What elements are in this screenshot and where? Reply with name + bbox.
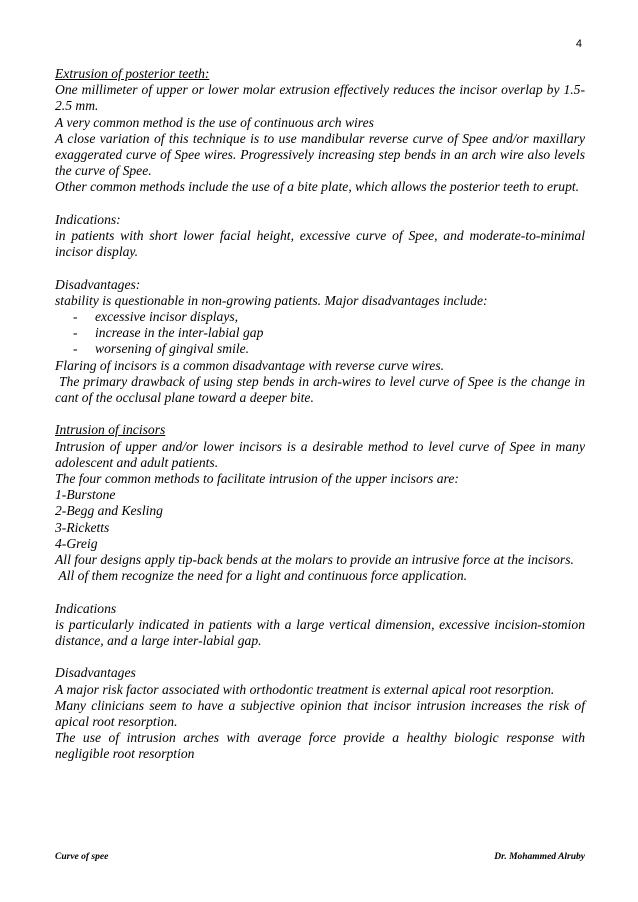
intrusion-section bbox=[55, 422, 585, 584]
intrusion-paragraph-1: Intrusion of upper and/or lower incisors is a desirable method to level curve of Spee in many adolescent and adult patients. bbox=[55, 438, 585, 470]
page-footer bbox=[55, 852, 585, 862]
disadvantages-list bbox=[55, 309, 585, 358]
method-item: 2-Begg and Kesling bbox=[55, 503, 163, 519]
method-item: 4-Greig bbox=[55, 535, 98, 551]
list-item: - excessive incisor displays, bbox=[69, 309, 585, 325]
intrusion-paragraph-2: The four common methods to facilitate intrusion of the upper incisors are: bbox=[55, 471, 459, 487]
list-item: - increase in the inter-labial gap bbox=[69, 325, 585, 341]
intrusion-disadvantages-paragraph-2: Many clinicians seem to have a subjective opinion that incisor intrusion increases the risk of apical root resorption. bbox=[55, 697, 585, 730]
extrusion-disadvantages-heading: Disadvantages: bbox=[55, 276, 141, 292]
extrusion-disadvantages-paragraph-1: Flaring of incisors is a common disadvantage with reverse curve wires. bbox=[55, 357, 445, 373]
intrusion-paragraph-4: All of them recognize the need for a light and continuous force application. bbox=[55, 568, 468, 584]
page-content bbox=[55, 66, 589, 763]
intrusion-disadvantages-paragraph-1: A major risk factor associated with orthodontic treatment is external apical root resorption. bbox=[55, 681, 555, 697]
extrusion-paragraph-2: A very common method is the use of continuous arch wires bbox=[55, 114, 374, 130]
method-item: 1-Burstone bbox=[55, 487, 116, 503]
intrusion-indications-heading: Indications bbox=[55, 600, 117, 616]
intrusion-heading: Intrusion of incisors bbox=[55, 422, 166, 438]
intrusion-indications-text: is particularly indicated in patients with a large vertical dimension, excessive incision-stomion distance, and a large inter-labial gap. bbox=[55, 616, 585, 649]
extrusion-paragraph-3: A close variation of this technique is to use mandibular reverse curve of Spee and/or maxillary exaggerated curve of Spee wires. Progressively increasing step bends in an arch wire also levels the curve of Spee. bbox=[55, 130, 585, 179]
list-item: - worsening of gingival smile. bbox=[69, 341, 585, 357]
extrusion-disadvantages-intro: stability is questionable in non-growing patients. Major disadvantages include: bbox=[55, 292, 488, 308]
extrusion-indications-section bbox=[55, 212, 585, 261]
extrusion-heading: Extrusion of posterior teeth: bbox=[55, 66, 210, 81]
page-number: 4 bbox=[575, 38, 582, 50]
extrusion-indications-text: in patients with short lower facial height, excessive curve of Spee, and moderate-to-minimal incisor display. bbox=[55, 228, 585, 260]
footer-left: Curve of spee bbox=[55, 852, 109, 862]
extrusion-paragraph-4: Other common methods include the use of a bite plate, which allows the posterior teeth to erupt. bbox=[55, 179, 580, 195]
extrusion-paragraph-1: One millimeter of upper or lower molar extrusion effectively reduces the incisor overlap by 1.5-2.5 mm. bbox=[55, 82, 585, 114]
extrusion-disadvantages-paragraph-2: The primary drawback of using step bends in arch-wires to level curve of Spee is the change in cant of the occlusal plane toward a deeper bite. bbox=[55, 373, 589, 406]
intrusion-paragraph-3: All four designs apply tip-back bends at the molars to provide an intrusive force at the incisors. bbox=[55, 552, 574, 568]
intrusion-disadvantages-section bbox=[55, 665, 585, 762]
footer-right: Dr. Mohammed Alruby bbox=[494, 852, 585, 862]
extrusion-section bbox=[55, 66, 585, 196]
intrusion-disadvantages-heading: Disadvantages bbox=[55, 665, 136, 681]
extrusion-disadvantages-section bbox=[55, 276, 589, 407]
intrusion-indications-section bbox=[55, 601, 585, 650]
method-item: 3-Ricketts bbox=[55, 519, 110, 535]
extrusion-indications-heading: Indications: bbox=[55, 211, 121, 227]
intrusion-disadvantages-paragraph-3: The use of intrusion arches with average force provide a healthy biologic response with negligible root resorption bbox=[55, 730, 585, 762]
